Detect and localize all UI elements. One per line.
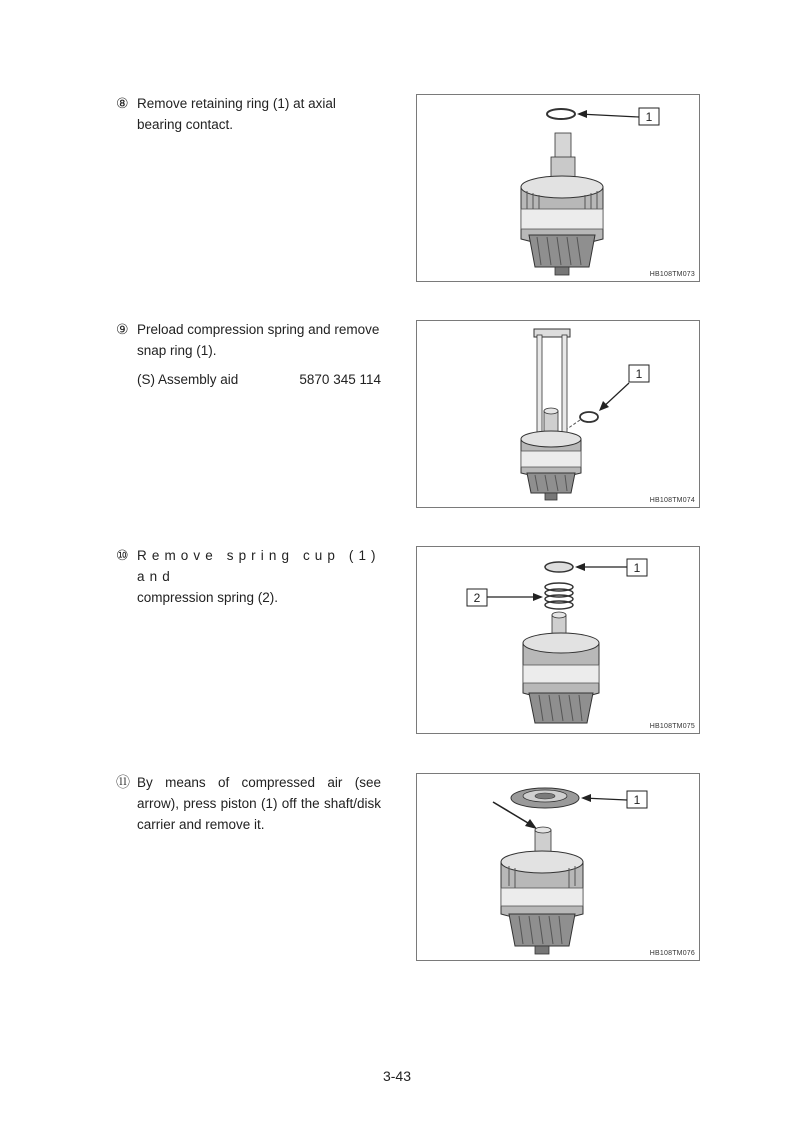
piston-illustration xyxy=(417,774,701,962)
tool-label: (S) Assembly aid xyxy=(137,372,239,387)
figure-remove-snap-ring xyxy=(416,320,700,508)
figure-press-piston xyxy=(416,773,700,961)
step-text: Remove retaining ring (1) at axial bearing contact. xyxy=(137,96,336,132)
callout-label: 1 xyxy=(633,561,641,575)
shaft-disk-carrier-illustration xyxy=(417,95,701,283)
callout-label: 1 xyxy=(633,793,641,807)
figure-code: HB108TM074 xyxy=(649,497,695,504)
figure-remove-retaining-ring xyxy=(416,94,700,282)
step-9 xyxy=(116,319,381,390)
step-number: ⑩ xyxy=(116,547,129,563)
figure-code: HB108TM073 xyxy=(649,271,695,278)
page-number: 3-43 xyxy=(382,1068,412,1084)
tool-row xyxy=(137,369,381,390)
step-8 xyxy=(116,93,381,135)
step-text: Preload compression spring and remove snap ring (1). xyxy=(137,322,380,358)
step-number: ⑧ xyxy=(116,95,129,111)
spring-cup-illustration xyxy=(417,547,701,735)
tool-part-number: 5870 345 114 xyxy=(299,372,381,387)
figure-remove-spring-cup xyxy=(416,546,700,734)
step-10 xyxy=(116,545,381,608)
step-text: By means of compressed air (see arrow), press piston (1) off the shaft/disk carrier and remove it. xyxy=(137,775,381,832)
step-number: ⑪ xyxy=(116,774,130,790)
figure-code: HB108TM076 xyxy=(649,950,695,957)
figure-code: HB108TM075 xyxy=(649,723,695,730)
assembly-aid-illustration xyxy=(417,321,701,509)
callout-label: 1 xyxy=(645,110,653,124)
callout-label: 1 xyxy=(635,367,643,381)
step-text-line-1: Remove spring cup (1) and xyxy=(137,548,381,584)
callout-label: 2 xyxy=(473,591,481,605)
step-number: ⑨ xyxy=(116,321,129,337)
step-11 xyxy=(116,772,381,835)
step-text-line-2: compression spring (2). xyxy=(137,590,279,605)
